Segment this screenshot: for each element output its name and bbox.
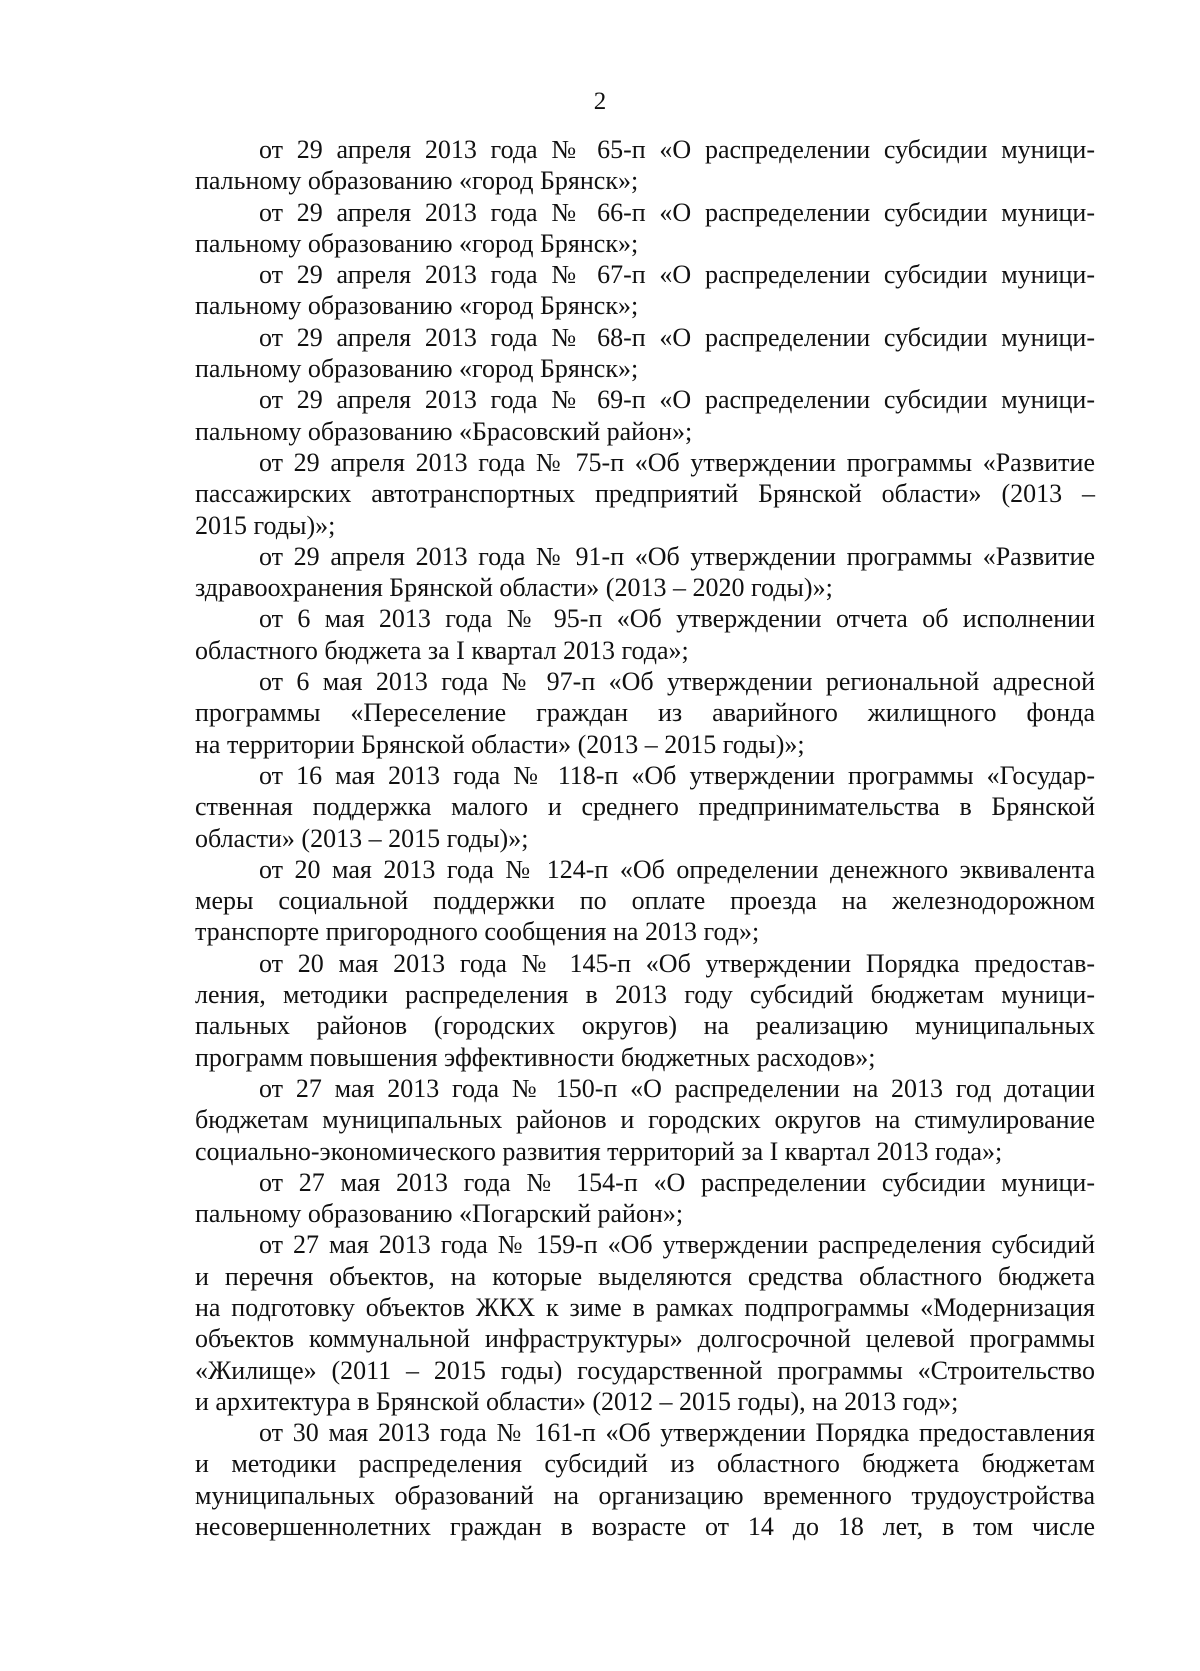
paragraph-line: от 29 апреля 2013 года № 68-п «О распределении субсидии муници- [259,322,1095,352]
paragraph-line: на подготовку объектов ЖКХ к зиме в рамках подпрограммы «Модернизация [195,1292,1095,1322]
paragraph-line: от 6 мая 2013 года № 95-п «Об утверждении отчета об исполнении [259,604,1095,634]
paragraph-line: бюджетам муниципальных районов и городских округов на стимулирование [195,1105,1095,1135]
resolution-paragraph [195,603,1095,666]
paragraph-line: и методики распределения субсидий из областного бюджета бюджетам [195,1449,1095,1479]
paragraph-line: от 27 мая 2013 года № 150-п «О распределении на 2013 год дотации [259,1073,1095,1103]
resolution-paragraph [195,384,1095,447]
resolution-paragraph [195,259,1095,322]
paragraph-line: от 29 апреля 2013 года № 67-п «О распределении субсидии муници- [259,260,1095,290]
resolution-paragraph [195,1417,1095,1542]
paragraph-line: пальному образованию «город Брянск»; [195,354,639,384]
paragraph-line: пальному образованию «Погарский район»; [195,1199,684,1229]
paragraph-line: пальному образованию «город Брянск»; [195,291,639,321]
paragraph-line: 2015 годы)»; [195,510,336,540]
resolution-paragraph [195,322,1095,385]
paragraph-line: ления, методики распределения в 2013 году субсидий бюджетам муници- [195,980,1095,1010]
paragraph-line: и архитектура в Брянской области» (2012 – 2015 годы), на 2013 год»; [195,1386,959,1416]
resolution-paragraph [195,1229,1095,1417]
paragraph-line: от 29 апреля 2013 года № 75-п «Об утверждении программы «Развитие [259,447,1095,477]
paragraph-line: меры социальной поддержки по оплате проезда на железнодорожном [195,886,1095,916]
paragraph-line: от 27 мая 2013 года № 159-п «Об утверждении распределения субсидий [259,1230,1095,1260]
paragraph-line: от 29 апреля 2013 года № 65-п «О распределении субсидии муници- [259,135,1095,164]
paragraph-line: несовершеннолетних граждан в возрасте от 14 до 18 лет, в том числе [195,1512,1095,1542]
paragraph-line: от 29 апреля 2013 года № 69-п «О распределении субсидии муници- [259,385,1095,415]
resolution-paragraph [195,760,1095,854]
resolution-paragraph [195,1167,1095,1230]
resolution-paragraph [195,197,1095,260]
paragraph-line: от 20 мая 2013 года № 145-п «Об утверждении Порядка предостав- [259,948,1095,978]
resolution-paragraph [195,134,1095,197]
paragraph-line: от 30 мая 2013 года № 161-п «Об утверждении Порядка предоставления [259,1418,1095,1448]
paragraph-line: и перечня объектов, на которые выделяются средства областного бюджета [195,1261,1095,1291]
paragraph-line: от 29 апреля 2013 года № 66-п «О распределении субсидии муници- [259,197,1095,227]
paragraph-line: программы «Переселение граждан из аварийного жилищного фонда [195,698,1095,728]
resolution-paragraph [195,854,1095,948]
paragraph-line: области» (2013 – 2015 годы)»; [195,823,529,853]
paragraph-line: на территории Брянской области» (2013 – 2015 годы)»; [195,729,805,759]
resolution-paragraph [195,666,1095,760]
paragraph-line: ственная поддержка малого и среднего предпринимательства в Брянской [195,792,1095,822]
paragraph-line: муниципальных образований на организацию временного трудоустройства [195,1480,1095,1510]
resolution-paragraph [195,948,1095,1073]
paragraph-line: пассажирских автотранспортных предприятий Брянской области» (2013 – [195,479,1095,509]
paragraph-line: объектов коммунальной инфраструктуры» долгосрочной целевой программы [195,1324,1095,1354]
paragraph-line: пальному образованию «город Брянск»; [195,228,639,258]
paragraph-line: пальному образованию «город Брянск»; [195,166,639,196]
paragraph-line: здравоохранения Брянской области» (2013 – 2020 годы)»; [195,573,833,603]
paragraph-line: от 29 апреля 2013 года № 91-п «Об утверждении программы «Развитие [259,541,1095,571]
document-body [195,134,1095,1542]
paragraph-line: от 6 мая 2013 года № 97-п «Об утверждении региональной адресной [259,667,1095,697]
page-number: 2 [593,88,607,115]
paragraph-line: пальных районов (городских округов) на реализацию муниципальных [195,1011,1095,1041]
paragraph-line: пальному образованию «Брасовский район»; [195,416,693,446]
paragraph-line: от 27 мая 2013 года № 154-п «О распределении субсидии муници- [259,1167,1095,1197]
resolution-paragraph [195,1073,1095,1167]
paragraph-line: транспорте пригородного сообщения на 2013 год»; [195,917,760,947]
paragraph-line: от 16 мая 2013 года № 118-п «Об утверждении программы «Государ- [259,760,1095,790]
resolution-paragraph [195,447,1095,541]
paragraph-line: «Жилище» (2011 – 2015 годы) государственной программы «Строительство [195,1355,1095,1385]
paragraph-line: программ повышения эффективности бюджетных расходов»; [195,1042,876,1072]
resolution-paragraph [195,541,1095,604]
paragraph-line: областного бюджета за I квартал 2013 года»; [195,635,689,665]
paragraph-line: социально-экономического развития территорий за I квартал 2013 года»; [195,1136,1003,1166]
paragraph-line: от 20 мая 2013 года № 124-п «Об определении денежного эквивалента [259,854,1095,884]
